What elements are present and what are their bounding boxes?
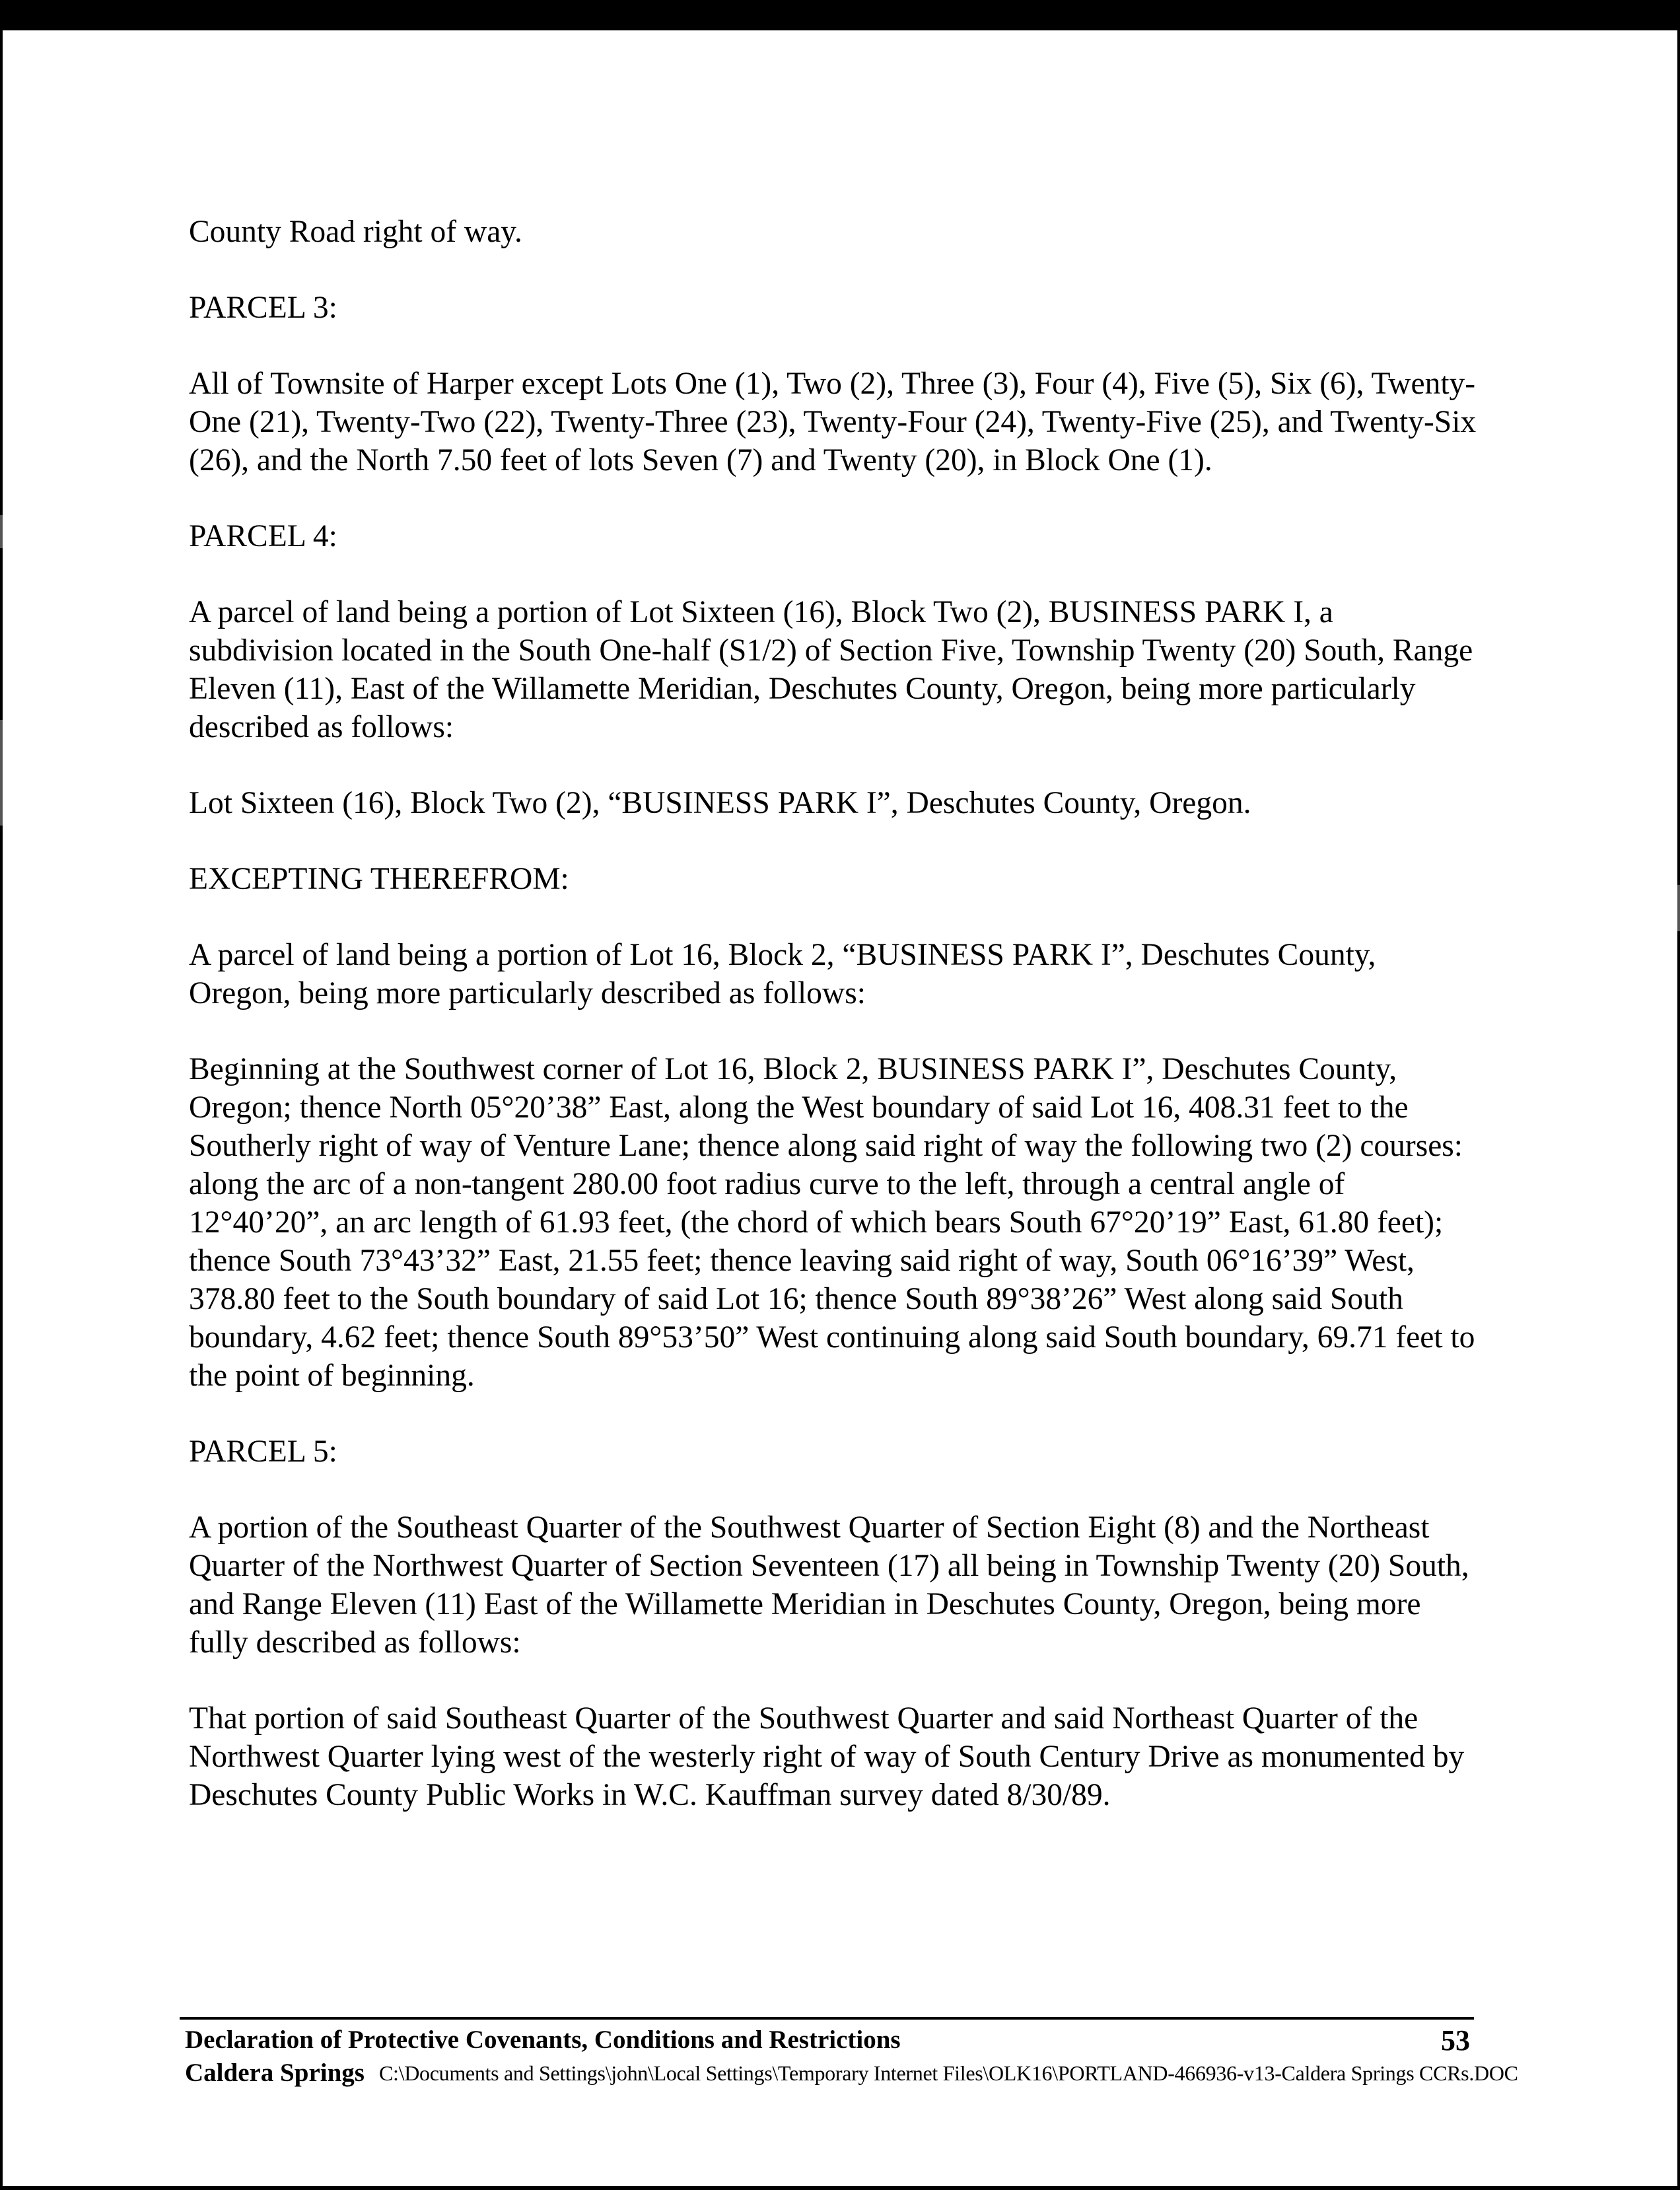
page-number: 53 <box>1441 2024 1470 2057</box>
document-title: Declaration of Protective Covenants, Conditions and Restrictions <box>185 2026 901 2054</box>
heading-parcel-3: PARCEL 3: <box>189 291 337 325</box>
heading-parcel-4: PARCEL 4: <box>189 519 337 553</box>
document-body <box>189 213 1483 1852</box>
paragraph-metes-and-bounds: Beginning at the Southwest corner of Lot 16, Block 2, BUSINESS PARK I”, Deschutes County, Oregon; thence North 05°20’38” East, along the West boundary of said Lot 16, 408.31 feet to the Southerly right of way of Venture Lane; thence along said right of way the following two (2) courses: along the arc of a non-tangent 280.00 foot radius curve to the left, through a central angle of 12°40’20”, an arc length of 61.93 feet, (the chord of which bears South 67°20’19” East, 61.80 feet); thence South 73°43’32” East, 21.55 feet; thence leaving said right of way, South 06°16’39” West, 378.80 feet to the South boundary of said Lot 16; thence South 89°38’26” West along said South boundary, 4.62 feet; thence South 89°53’50” West continuing along said South boundary, 69.71 feet to the point of beginning. <box>189 1052 1475 1393</box>
scan-mark <box>0 515 3 548</box>
footer-divider <box>180 2017 1474 2020</box>
scan-right-border <box>1677 30 1680 2190</box>
heading-excepting-therefrom: EXCEPTING THEREFROM: <box>189 862 569 896</box>
footer-title-row <box>180 2024 1474 2057</box>
scan-left-border <box>0 30 3 2190</box>
paragraph-road-right-of-way: County Road right of way. <box>189 215 522 249</box>
paragraph-exception-description: A parcel of land being a portion of Lot 16, Block 2, “BUSINESS PARK I”, Deschutes County, Oregon, being more particularly described as follows: <box>189 938 1376 1010</box>
scan-bottom-border <box>0 2186 1680 2190</box>
scan-top-border <box>0 0 1680 30</box>
page-footer <box>180 2017 1518 2090</box>
paragraph-parcel-5-description: A portion of the Southeast Quarter of the Southwest Quarter of Section Eight (8) and the Northeast Quarter of the Northwest Quarter of Section Seventeen (17) all being in Township Twenty (20) South, and Range Eleven (11) East of the Willamette Meridian in Deschutes County, Oregon, being more fully described as follows: <box>189 1510 1469 1660</box>
heading-parcel-5: PARCEL 5: <box>189 1434 337 1469</box>
scan-mark <box>0 720 3 826</box>
footer-path-row <box>180 2057 1518 2090</box>
paragraph-parcel-4-description: A parcel of land being a portion of Lot Sixteen (16), Block Two (2), BUSINESS PARK I, a subdivision located in the South One-half (S1/2) of Section Five, Township Twenty (20) South, Range Eleven (11), East of the Willamette Meridian, Deschutes County, Oregon, being more particularly described as follows: <box>189 595 1473 744</box>
paragraph-lot-sixteen: Lot Sixteen (16), Block Two (2), “BUSINESS PARK I”, Deschutes County, Oregon. <box>189 786 1251 820</box>
scan-mark <box>1677 885 1680 931</box>
project-name: Caldera Springs <box>185 2059 365 2087</box>
paragraph-parcel-3-description: All of Townsite of Harper except Lots One (1), Two (2), Three (3), Four (4), Five (5), Six (6), Twenty-One (21), Twenty-Two (22), Twenty-Three (23), Twenty-Four (24), Twenty-Five (25), and Twenty-Six (26), and the North 7.50 feet of lots Seven (7) and Twenty (20), in Block One (1). <box>189 367 1477 477</box>
paragraph-parcel-5-portion: That portion of said Southeast Quarter of the Southwest Quarter and said Northeast Quarter of the Northwest Quarter lying west of the westerly right of way of South Century Drive as monumented by Deschutes County Public Works in W.C. Kauffman survey dated 8/30/89. <box>189 1701 1465 1812</box>
file-path: C:\Documents and Settings\john\Local Settings\Temporary Internet Files\OLK16\PORTLAND-466936-v13-Caldera Springs CCRs.DOC <box>379 2061 1518 2085</box>
